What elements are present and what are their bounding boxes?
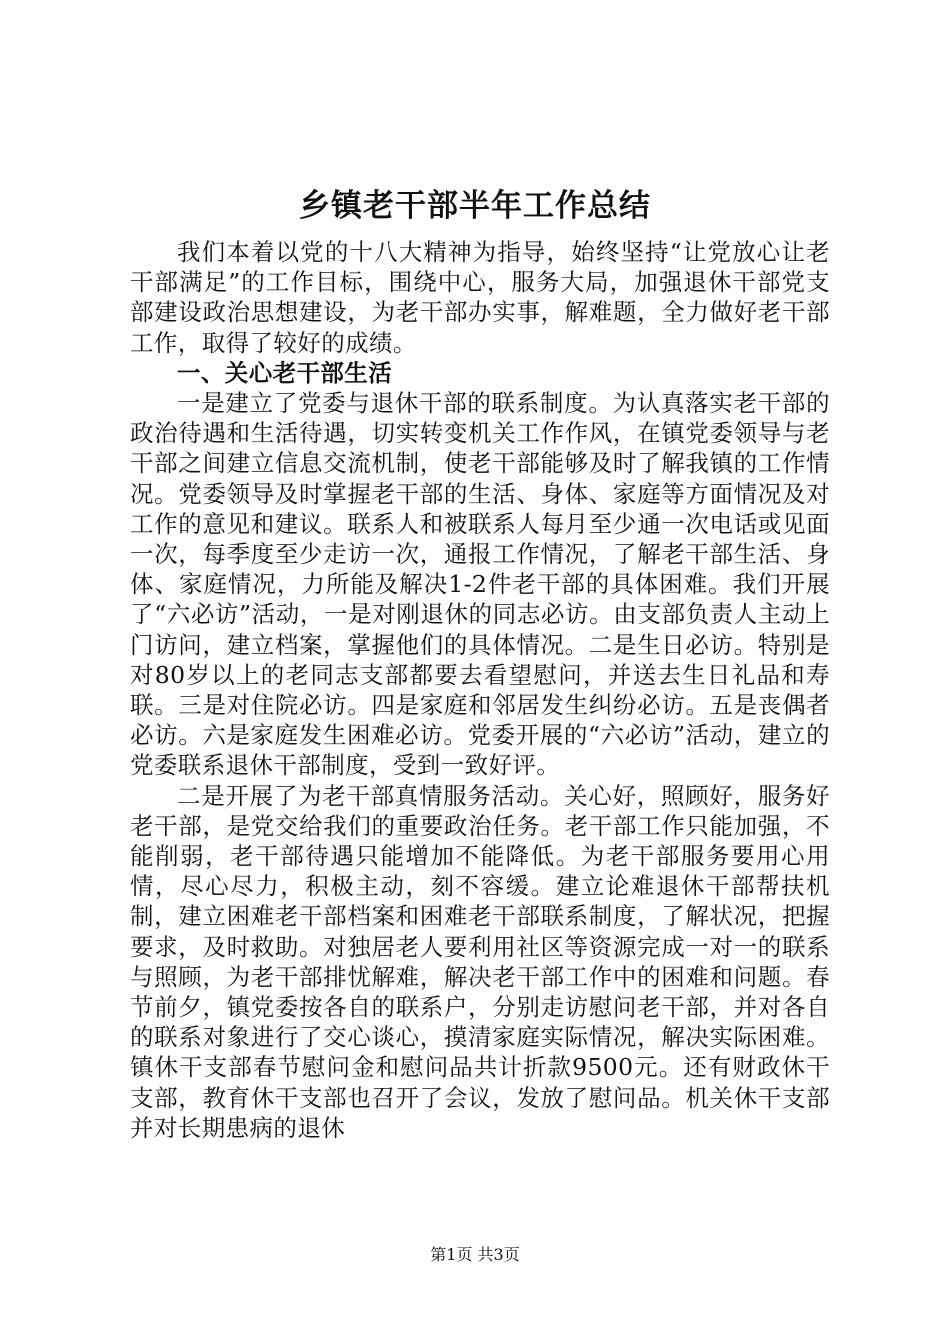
- section-paragraph-1: 一是建立了党委与退休干部的联系制度。为认真落实老干部的政治待遇和生活待遇，切实转变机关工作作风，在镇党委领导与老干部之间建立信息交流机制，使老干部能够及时了解我镇的工作情况。党委领导及时掌握老干部的生活、身体、家庭等方面情况及对工作的意见和建议。联系人和被联系人每月至少通一次电话或见面一次，每季度至少走访一次，通报工作情况，了解老干部生活、身体、家庭情况，力所能及解决1-2件老干部的具体困难。我们开展了“六必访”活动，一是对刚退休的同志必访。由支部负责人主动上门访问，建立档案，掌握他们的具体情况。二是生日必访。特别是对80岁以上的老同志支部都要去看望慰问，并送去生日礼品和寿联。三是对住院必访。四是家庭和邻居发生纠纷必访。五是丧偶者必访。六是家庭发生困难必访。党委开展的“六必访”活动，建立的党委联系退休干部制度，受到一致好评。: [130, 389, 830, 780]
- section-heading: 一、关心老干部生活: [177, 358, 393, 387]
- intro-paragraph: 我们本着以党的十八大精神为指导，始终坚持“让党放心让老干部满足”的工作目标，围绕中心，服务大局，加强退休干部党支部建设政治思想建设，为老干部办实事，解难题，全力做好老干部工作，取得了较好的成绩。: [130, 238, 830, 357]
- page-footer: 第1页 共3页: [430, 1245, 520, 1264]
- document-body: [130, 237, 830, 1143]
- document-title: 乡镇老干部半年工作总结: [299, 188, 651, 224]
- section-paragraph-2: 二是开展了为老干部真情服务活动。关心好，照顾好，服务好老干部，是党交给我们的重要政治任务。老干部工作只能加强，不能削弱，老干部待遇只能增加不能降低。为老干部服务要用心用情，尽心尽力，积极主动，刻不容缓。建立论难退休干部帮扶机制，建立困难老干部档案和困难老干部联系制度，了解状况，把握要求，及时救助。对独居老人要利用社区等资源完成一对一的联系与照顾，为老干部排忧解难，解决老干部工作中的困难和问题。春节前夕，镇党委按各自的联系户，分别走访慰问老干部，并对各自的联系对象进行了交心谈心，摸清家庭实际情况，解决实际困难。镇休干支部春节慰问金和慰问品共计折款9500元。还有财政休干支部，教育休干支部也召开了会议，发放了慰问品。机关休干支部并对长期患病的退休: [130, 781, 830, 1142]
